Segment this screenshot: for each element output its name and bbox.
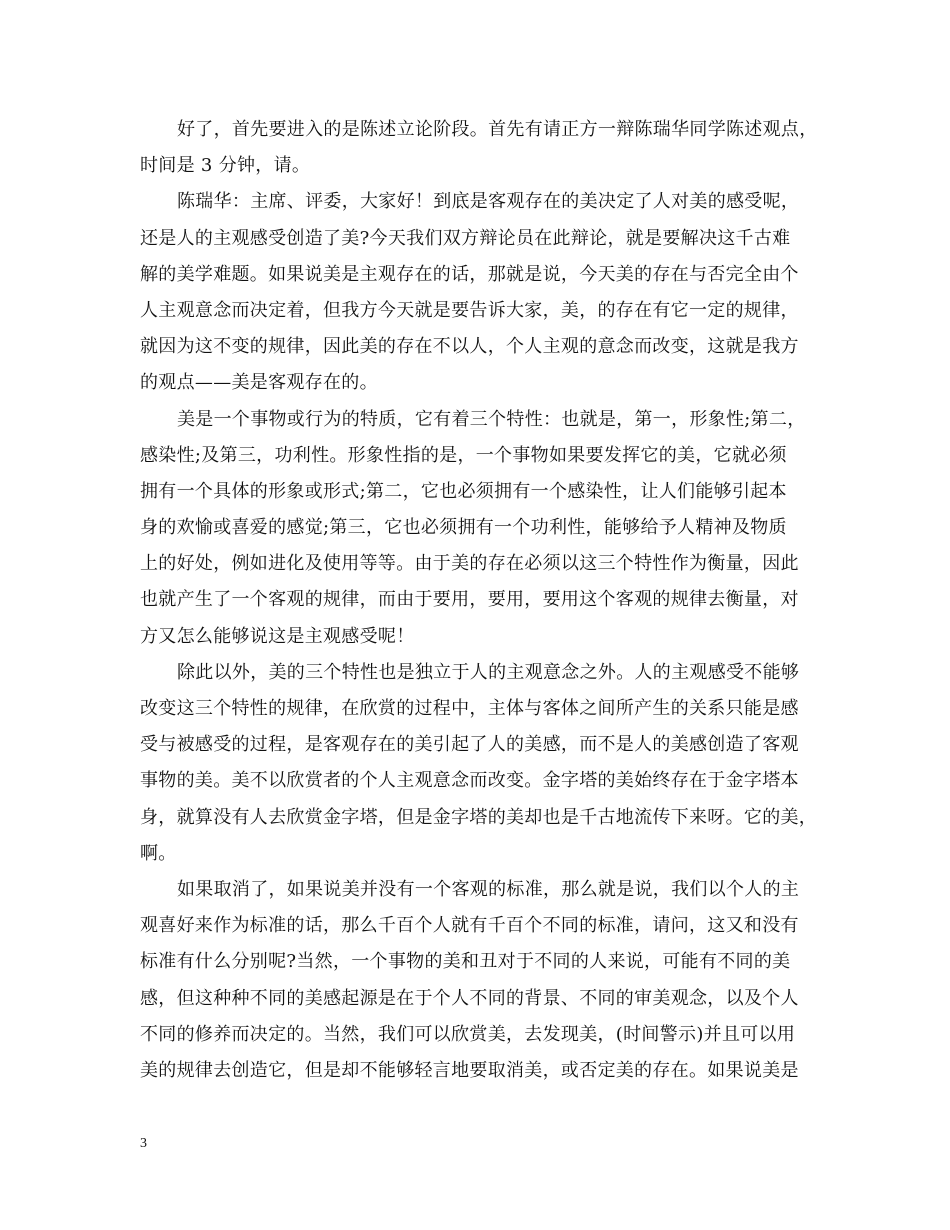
text-line: 身的欢愉或喜爱的感觉;第三，它也必须拥有一个功利性，能够给予人精神及物质	[140, 517, 787, 539]
text-line: 不同的修养而决定的。当然，我们可以欣赏美，去发现美，(时间警示)并且可以用	[140, 1023, 796, 1045]
page-number: 3	[140, 1136, 147, 1151]
text-line: 陈瑞华：主席、评委，大家好！到底是客观存在的美决定了人对美的感受呢，	[177, 191, 800, 213]
text-line: 拥有一个具体的形象或形式;第二，它也必须拥有一个感染性，让人们能够引起本	[140, 480, 787, 502]
text-line: 也就产生了一个客观的规律，而由于要用，要用，要用这个客观的规律去衡量，对	[140, 589, 799, 611]
text-line: 方又怎么能够说这是主观感受呢！	[140, 625, 415, 647]
text-line: 美是一个事物或行为的特质，它有着三个特性：也就是，第一，形象性;第二，	[177, 408, 806, 430]
text-line: 事物的美。美不以欣赏者的个人主观意念而改变。金字塔的美始终存在于金字塔本	[140, 770, 799, 792]
text-line: 除此以外，美的三个特性也是独立于人的主观意念之外。人的主观感受不能够	[177, 661, 800, 683]
text-line: 时间是 3 分钟，请。	[140, 155, 311, 177]
text-line: 上的好处，例如进化及使用等等。由于美的存在必须以这三个特性作为衡量，因此	[140, 553, 799, 575]
text-line: 身，就算没有人去欣赏金字塔，但是金字塔的美却也是千古地流传下来呀。它的美，	[140, 806, 818, 828]
text-line: 的观点——美是客观存在的。	[140, 372, 378, 394]
text-line: 人主观意念而决定着，但我方今天就是要告诉大家，美，的存在有它一定的规律，	[140, 299, 799, 321]
text-line: 观喜好来作为标准的话，那么千百个人就有千百个不同的标准，请问，这又和没有	[140, 915, 799, 937]
text-line: 还是人的主观感受创造了美?今天我们双方辩论员在此辩论，就是要解决这千古难	[140, 227, 791, 249]
text-line: 好了，首先要进入的是陈述立论阶段。首先有请正方一辩陈瑞华同学陈述观点，	[177, 119, 818, 140]
text-line: 改变这三个特性的规律，在欣赏的过程中，主体与客体之间所产生的关系只能是感	[140, 698, 799, 719]
text-line: 感，但这种种不同的美感起源是在于个人不同的背景、不同的审美观念，以及个人	[140, 987, 799, 1009]
text-line: 如果取消了，如果说美并没有一个客观的标准，那么就是说，我们以个人的主	[177, 878, 800, 900]
text-line: 感染性;及第三，功利性。形象性指的是，一个事物如果要发挥它的美，它就必须	[140, 444, 787, 466]
text-line: 受与被感受的过程，是客观存在的美引起了人的美感，而不是人的美感创造了客观	[140, 734, 799, 756]
text-line: 标准有什么分别呢?当然，一个事物的美和丑对于不同的人来说，可能有不同的美	[140, 951, 791, 973]
body-text	[140, 112, 840, 1089]
text-line: 美的规律去创造它，但是却不能够轻言地要取消美，或否定美的存在。如果说美是	[140, 1059, 799, 1081]
text-line: 就因为这不变的规律，因此美的存在不以人，个人主观的意念而改变，这就是我方	[140, 336, 799, 358]
text-line: 啊。	[140, 842, 177, 864]
text-line: 解的美学难题。如果说美是主观存在的话，那就是说，今天美的存在与否完全由个	[140, 263, 799, 285]
